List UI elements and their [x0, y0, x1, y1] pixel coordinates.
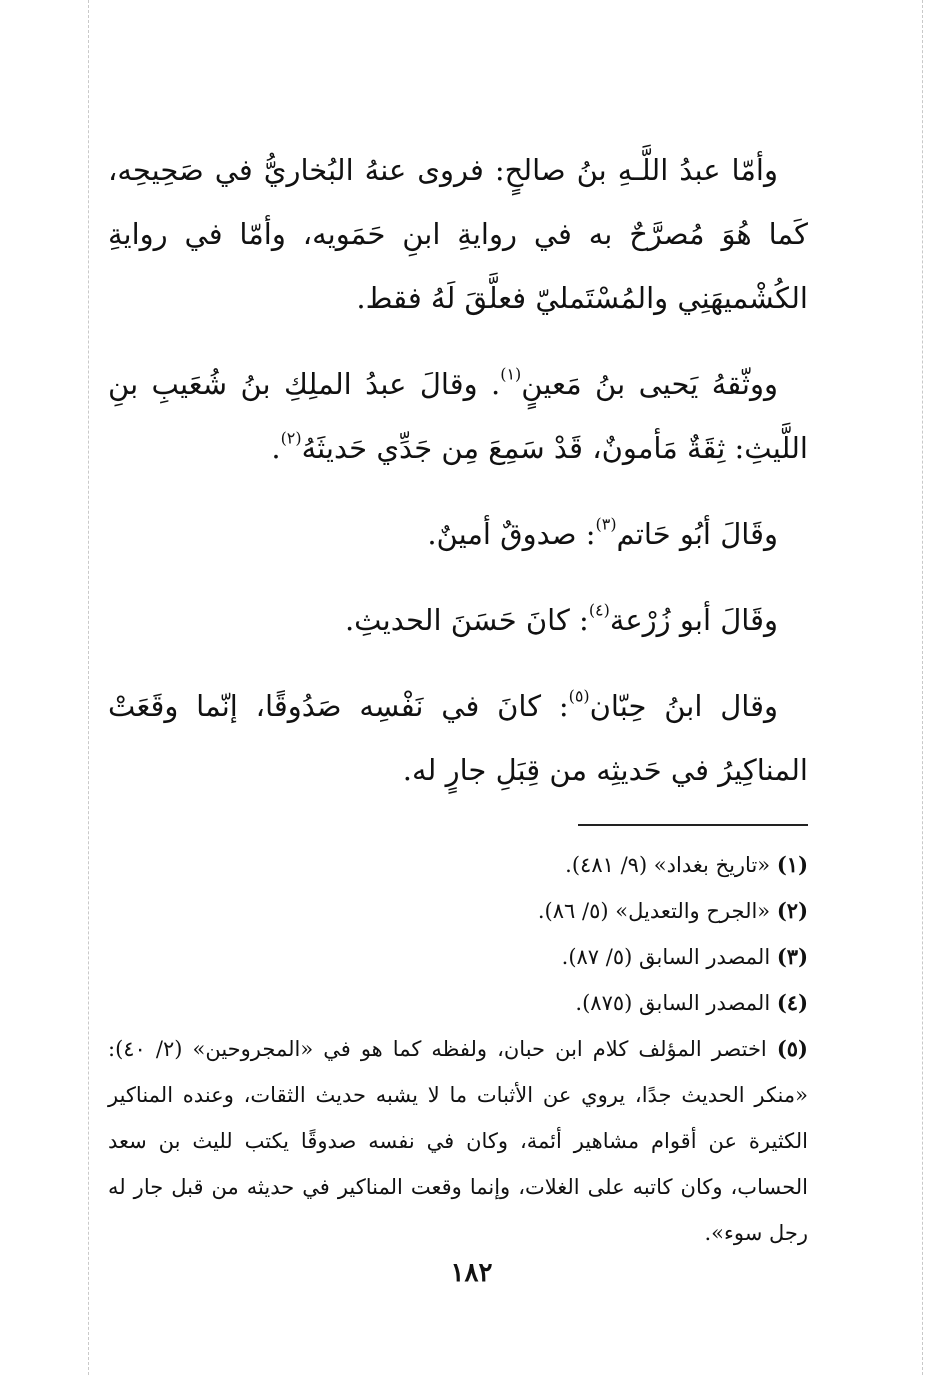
footnote-1: [108, 842, 808, 888]
paragraph-text: وأمّا عبدُ اللَّـهِ بنُ صالحٍ: فروى عنهُ البُخاريُّ في صَحِيحِه، كَما هُوَ مُصرَّحٌ به في روايةِ ابنِ حَمَويه، وأمّا في روايةِ الكُشْميهَنِي والمُسْتَمليّ فعلَّقَ لَهُ فقط.: [108, 153, 808, 315]
paragraph-text: . وقالَ عبدُ الملِكِ بنُ شُعَيبِ بنِ اللَّيثِ: ثِقَةٌ مَأمونٌ، قَدْ سَمِعَ مِن جَدِّي حَديثَهُ: [108, 367, 808, 465]
footnote-3: [108, 934, 808, 980]
paragraph-text: : كانَ حَسَنَ الحديثِ.: [344, 603, 589, 637]
footnote-ref-1[interactable]: (١): [500, 364, 522, 384]
paragraph-text: : كانَ في نَفْسِه صَدُوقًا، إنّما وقَعَتْ المناكِيرُ في حَديثِه من قِبَلِ جارٍ له.: [108, 689, 808, 787]
right-margin-guide: [922, 0, 923, 1375]
footnote-number: (٢): [776, 898, 808, 923]
footnote-text: «تاريخ بغداد» (٩/ ٤٨١).: [565, 853, 771, 877]
footnote-number: (١): [776, 852, 808, 877]
paragraph-text: : صدوقٌ أمينٌ.: [427, 517, 596, 551]
paragraph-abdullah-bin-salih: [108, 138, 808, 330]
footnote-ref-4[interactable]: (٤): [588, 600, 610, 620]
paragraph-text: وقَالَ أبو زُرْعة: [609, 603, 778, 637]
footnote-number: (٥): [776, 1036, 808, 1061]
footnote-separator: [578, 824, 808, 826]
paragraph-text: وقَالَ أبُو حَاتم: [616, 517, 778, 551]
footnote-number: (٣): [776, 944, 808, 969]
footnote-text: اختصر المؤلف كلام ابن حبان، ولفظه كما هو في «المجروحين» (٢/ ٤٠): «منكر الحديث جدًا، يروي عن الأثبات ما لا يشبه حديث الثقات، وعنده المناكير الكثيرة عن أقوام مشاهير أئمة، وكان في نفسه صدوقًا يكتب لليث بن سعد الحساب، وكان كاتبه على الغلات، وإنما وقعت المناكير في حديثه من قبل جار له رجل سوء».: [108, 1037, 808, 1245]
paragraph-abu-hatim: [108, 502, 808, 566]
page-body: [108, 138, 808, 1256]
paragraph-text: .: [271, 431, 281, 465]
paragraph-ibn-hibban: [108, 674, 808, 802]
footnote-text: المصدر السابق (٨٧٥).: [575, 991, 771, 1015]
footnote-ref-2[interactable]: (٢): [280, 428, 302, 448]
paragraph-text: وقال ابنُ حِبّان: [589, 689, 778, 723]
footnote-5: [108, 1026, 808, 1256]
page-number: ١٨٢: [450, 1258, 493, 1288]
footnote-2: [108, 888, 808, 934]
footnote-4: [108, 980, 808, 1026]
footnote-text: «الجرح والتعديل» (٥/ ٨٦).: [537, 899, 771, 923]
footnote-ref-5[interactable]: (٥): [568, 686, 590, 706]
paragraph-abu-zura: [108, 588, 808, 652]
footnote-number: (٤): [776, 990, 808, 1015]
paragraph-yahya-bin-main: [108, 352, 808, 480]
paragraph-text: ووثّقهُ يَحيى بنُ مَعينٍ: [521, 367, 778, 401]
footnote-ref-3[interactable]: (٣): [595, 514, 617, 534]
footnote-text: المصدر السابق (٥/ ٨٧).: [561, 945, 771, 969]
left-margin-guide: [88, 0, 89, 1375]
